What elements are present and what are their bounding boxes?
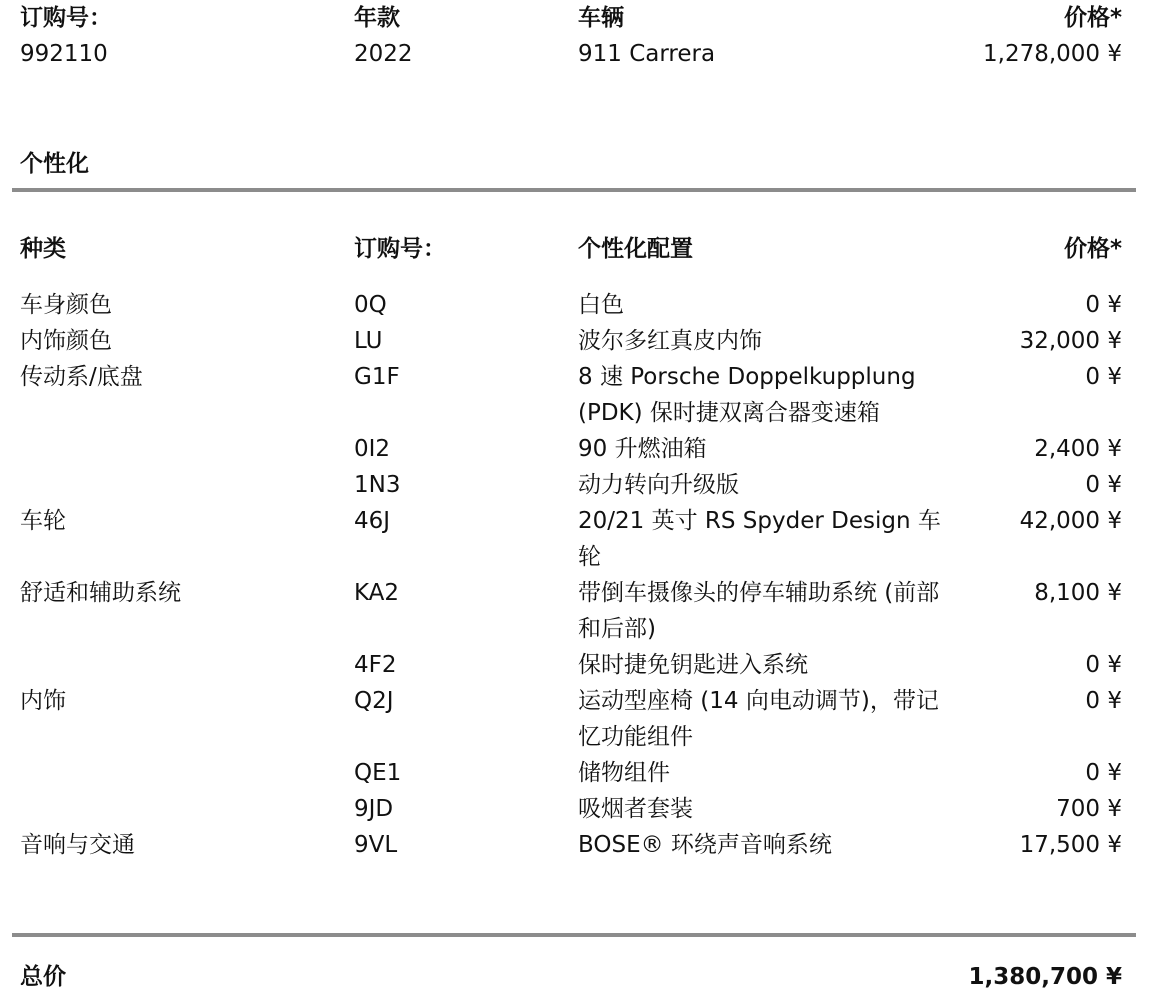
row-price: 0 ¥	[1085, 652, 1122, 678]
total-price-value: 1,380,700 ¥	[968, 964, 1122, 990]
row-category: 传动系/底盘	[20, 364, 143, 390]
row-code: 9JD	[354, 796, 394, 822]
row-price: 0 ¥	[1085, 760, 1122, 786]
row-price: 17,500 ¥	[1019, 832, 1122, 858]
row-price: 0 ¥	[1085, 364, 1122, 390]
row-code: 4F2	[354, 652, 397, 678]
row-category: 车身颜色	[20, 292, 112, 318]
vehicle-header: 车辆	[578, 5, 624, 31]
row-code: 9VL	[354, 832, 398, 858]
total-label: 总价	[20, 964, 66, 990]
row-code: QE1	[354, 760, 402, 786]
row-price: 42,000 ¥	[1019, 508, 1122, 534]
order-number-value: 992110	[20, 41, 108, 67]
row-price: 8,100 ¥	[1034, 580, 1122, 606]
row-price: 0 ¥	[1085, 688, 1122, 714]
section-divider	[12, 188, 1136, 192]
row-code: 0Q	[354, 292, 387, 318]
row-config: 白色	[578, 292, 624, 318]
row-code: KA2	[354, 580, 400, 606]
row-price: 0 ¥	[1085, 292, 1122, 318]
model-year-value: 2022	[354, 41, 413, 67]
row-config: 90 升燃油箱	[578, 436, 707, 462]
row-config: 动力转向升级版	[578, 472, 739, 498]
row-price: 700 ¥	[1056, 796, 1122, 822]
price-header: 价格*	[1063, 5, 1122, 31]
price-column-header: 价格*	[1063, 236, 1122, 262]
row-category: 音响与交通	[20, 832, 135, 858]
category-column-header: 种类	[20, 236, 66, 262]
row-config: 运动型座椅 (14 向电动调节)，带记忆功能组件	[578, 688, 939, 750]
order-number-header: 订购号：	[20, 5, 112, 31]
row-price: 32,000 ¥	[1019, 328, 1122, 354]
row-config: 波尔多红真皮内饰	[578, 328, 762, 354]
row-price: 0 ¥	[1085, 472, 1122, 498]
row-category: 舒适和辅助系统	[20, 580, 181, 606]
row-config: 储物组件	[578, 760, 670, 786]
model-year-header: 年款	[354, 5, 400, 31]
row-config: 20/21 英寸 RS Spyder Design 车轮	[578, 508, 941, 570]
row-code: Q2J	[354, 688, 394, 714]
code-column-header: 订购号：	[354, 236, 446, 262]
row-category: 车轮	[20, 508, 66, 534]
base-price-value: 1,278,000 ¥	[983, 41, 1122, 67]
row-code: 46J	[354, 508, 391, 534]
row-config: BOSE® 环绕声音响系统	[578, 832, 832, 858]
row-config: 带倒车摄像头的停车辅助系统 (前部和后部)	[578, 580, 940, 642]
config-column-header: 个性化配置	[578, 236, 693, 262]
row-config: 保时捷免钥匙进入系统	[578, 652, 808, 678]
row-code: LU	[354, 328, 383, 354]
row-code: 1N3	[354, 472, 401, 498]
vehicle-value: 911 Carrera	[578, 41, 716, 67]
row-category: 内饰颜色	[20, 328, 112, 354]
total-divider	[12, 933, 1136, 937]
row-config: 8 速 Porsche Doppelkupplung (PDK) 保时捷双离合器变速箱	[578, 364, 916, 426]
row-category: 内饰	[20, 688, 66, 714]
row-code: G1F	[354, 364, 400, 390]
row-code: 0I2	[354, 436, 391, 462]
row-price: 2,400 ¥	[1034, 436, 1122, 462]
section-title: 个性化	[20, 151, 89, 177]
row-config: 吸烟者套装	[578, 796, 693, 822]
